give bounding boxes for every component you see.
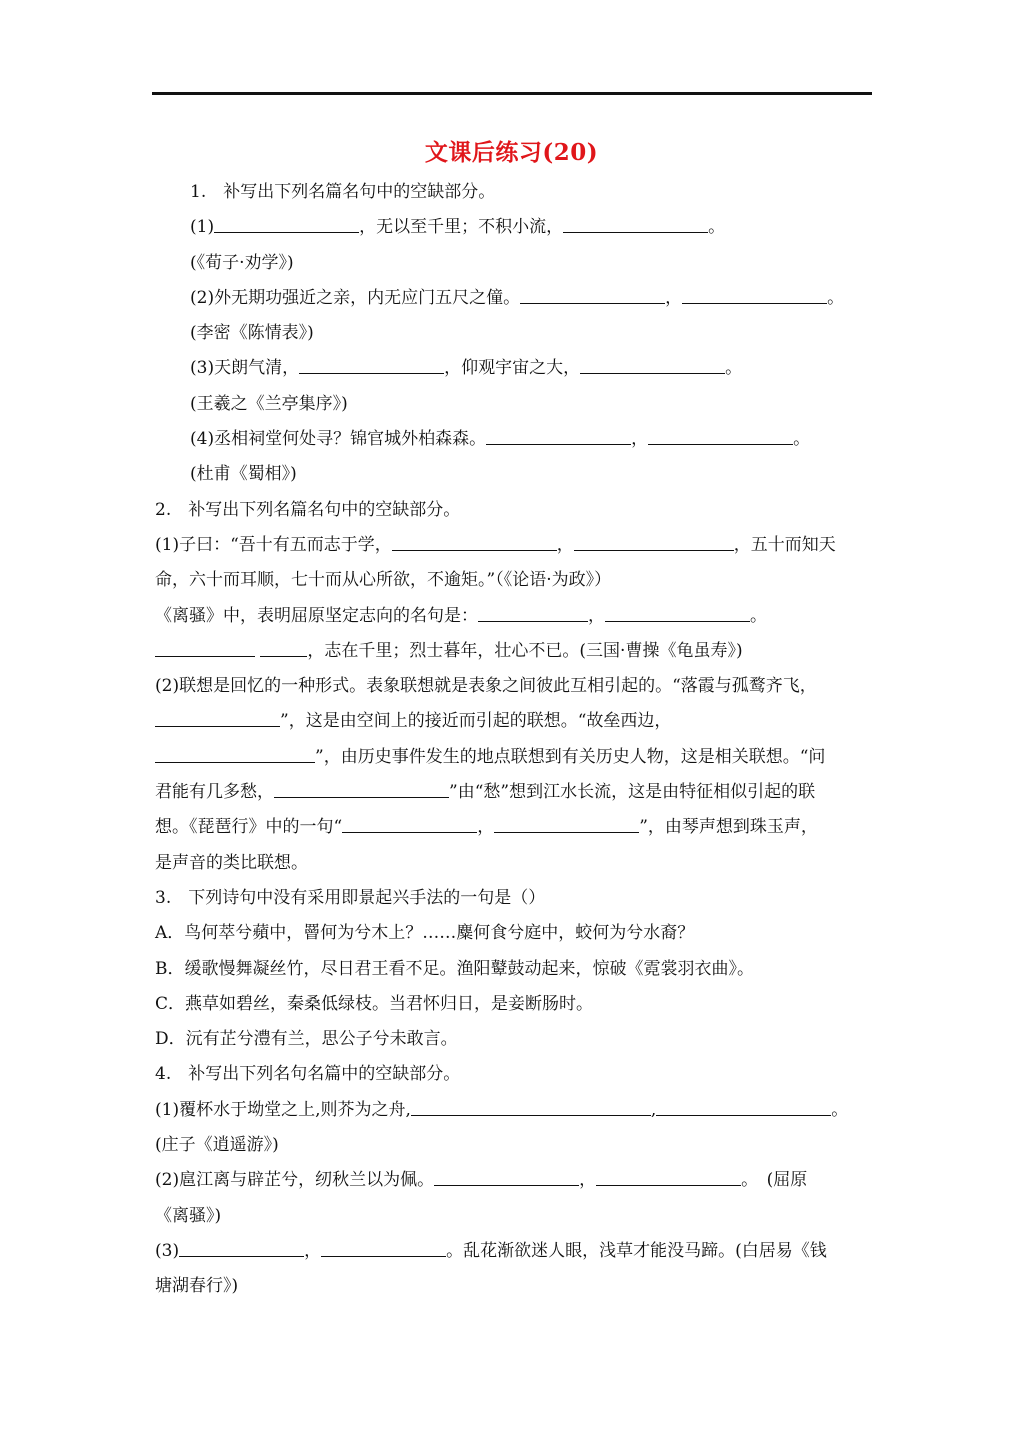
q4-stem: 4. 补写出下列名句名篇中的空缺部分。 (155, 1064, 461, 1085)
q2-item-2-l4: 君能有几多愁， ”由“愁”想到江水长流，这是由特征相似引起的联 (155, 775, 872, 810)
answer-blank[interactable] (494, 813, 639, 833)
q1-item-2: (2)外无期功强近之亲，内无应门五尺之僮。 ， 。 (155, 281, 872, 316)
answer-blank[interactable] (656, 1096, 831, 1116)
answer-blank[interactable] (648, 425, 793, 445)
q2-item-1-cont: 命，六十而耳顺，七十而从心所欲，不逾矩。”（《论语·为政》） (155, 570, 612, 591)
q3-option-a[interactable]: A．鸟何萃兮蘋中，罾何为兮木上？……麋何食兮庭中，蛟何为兮水裔？ (155, 923, 695, 944)
answer-blank[interactable] (179, 1237, 304, 1257)
q1-source-1: (《荀子·劝学》) (190, 252, 294, 273)
q1-stem: 1. 补写出下列名篇名句中的空缺部分。 (190, 182, 496, 202)
q2-item-2-l2: ”，这是由空间上的接近而引起的联想。“故垒西边， (155, 704, 872, 739)
q1-item-3: (3)天朗气清， ，仰观宇宙之大， 。 (155, 351, 872, 386)
answer-blank[interactable] (563, 213, 708, 233)
answer-blank[interactable] (682, 284, 827, 304)
answer-blank[interactable] (260, 637, 307, 657)
q2-item-1: (1)子曰：“吾十有五而志于学， ， ，五十而知天 (155, 528, 872, 563)
answer-blank[interactable] (605, 602, 750, 622)
q3-option-c[interactable]: C．燕草如碧丝，秦桑低绿枝。当君怀归日，是妾断肠时。 (155, 993, 594, 1014)
q4-source-3: 塘湖春行》) (155, 1276, 239, 1297)
answer-blank[interactable] (155, 637, 255, 657)
q2-item-2-l5: 想。《琵琶行》中的一句“ ， ”，由琴声想到珠玉声， (155, 810, 872, 845)
answer-blank[interactable] (274, 778, 449, 798)
answer-blank[interactable] (596, 1166, 741, 1186)
answer-blank[interactable] (321, 1237, 446, 1257)
header-rule (152, 92, 872, 95)
q2-stem: 2. 补写出下列名篇名句中的空缺部分。 (155, 499, 461, 520)
answer-blank[interactable] (411, 1096, 651, 1116)
page-title: 文课后练习(20) (424, 139, 599, 166)
q1-source-4: (杜甫《蜀相》) (190, 464, 297, 485)
q1-item-1: (1) ，无以至千里；不积小流， 。 (155, 210, 872, 245)
q2-item-2-l6: 是声音的类比联想。 (155, 852, 308, 873)
answer-blank[interactable] (155, 743, 315, 763)
answer-blank[interactable] (214, 213, 359, 233)
answer-blank[interactable] (342, 813, 477, 833)
q2-lisao-line: 《离骚》中，表明屈原坚定志向的名句是： ， 。 (155, 599, 872, 634)
answer-blank[interactable] (434, 1166, 579, 1186)
q1-source-3: (王羲之《兰亭集序》) (190, 393, 348, 414)
q4-item-2: (2)扈江离与辟芷兮，纫秋兰以为佩。 ， 。 (屈原 (155, 1163, 872, 1198)
q4-item-1: (1)覆杯水于坳堂之上,则芥为之舟, , 。 (155, 1093, 872, 1128)
q1-source-2: (李密《陈情表》) (190, 323, 314, 344)
answer-blank[interactable] (580, 354, 725, 374)
answer-blank[interactable] (299, 354, 444, 374)
q4-source-2: 《离骚》) (155, 1205, 222, 1226)
answer-blank[interactable] (574, 531, 734, 551)
q4-item-3: (3) ， 。乱花渐欲迷人眼，浅草才能没马蹄。(白居易《钱 (155, 1234, 872, 1269)
answer-blank[interactable] (486, 425, 631, 445)
q2-guisui-line: ，志在千里；烈士暮年，壮心不已。(三国·曹操《龟虽寿》) (155, 634, 872, 669)
worksheet-body (155, 175, 872, 1305)
q3-option-b[interactable]: B．缓歌慢舞凝丝竹，尽日君王看不足。渔阳鼙鼓动起来，惊破《霓裳羽衣曲》。 (155, 958, 754, 979)
answer-blank[interactable] (392, 531, 557, 551)
answer-blank[interactable] (478, 602, 588, 622)
q2-item-2-l1: (2)联想是回忆的一种形式。表象联想就是表象之间彼此互相引起的。“落霞与孤鹜齐飞， (155, 676, 817, 697)
answer-blank[interactable] (520, 284, 665, 304)
q3-option-d[interactable]: D．沅有芷兮澧有兰，思公子兮未敢言。 (155, 1029, 458, 1050)
q4-source-1: (庄子《逍遥游》) (155, 1135, 279, 1156)
q3-stem: 3. 下列诗句中没有采用即景起兴手法的一句是（） (155, 887, 546, 908)
answer-blank[interactable] (155, 707, 280, 727)
q2-item-2-l3: ”，由历史事件发生的地点联想到有关历史人物，这是相关联想。“问 (155, 740, 872, 775)
q1-item-4: (4)丞相祠堂何处寻？锦官城外柏森森。 ， 。 (155, 422, 872, 457)
